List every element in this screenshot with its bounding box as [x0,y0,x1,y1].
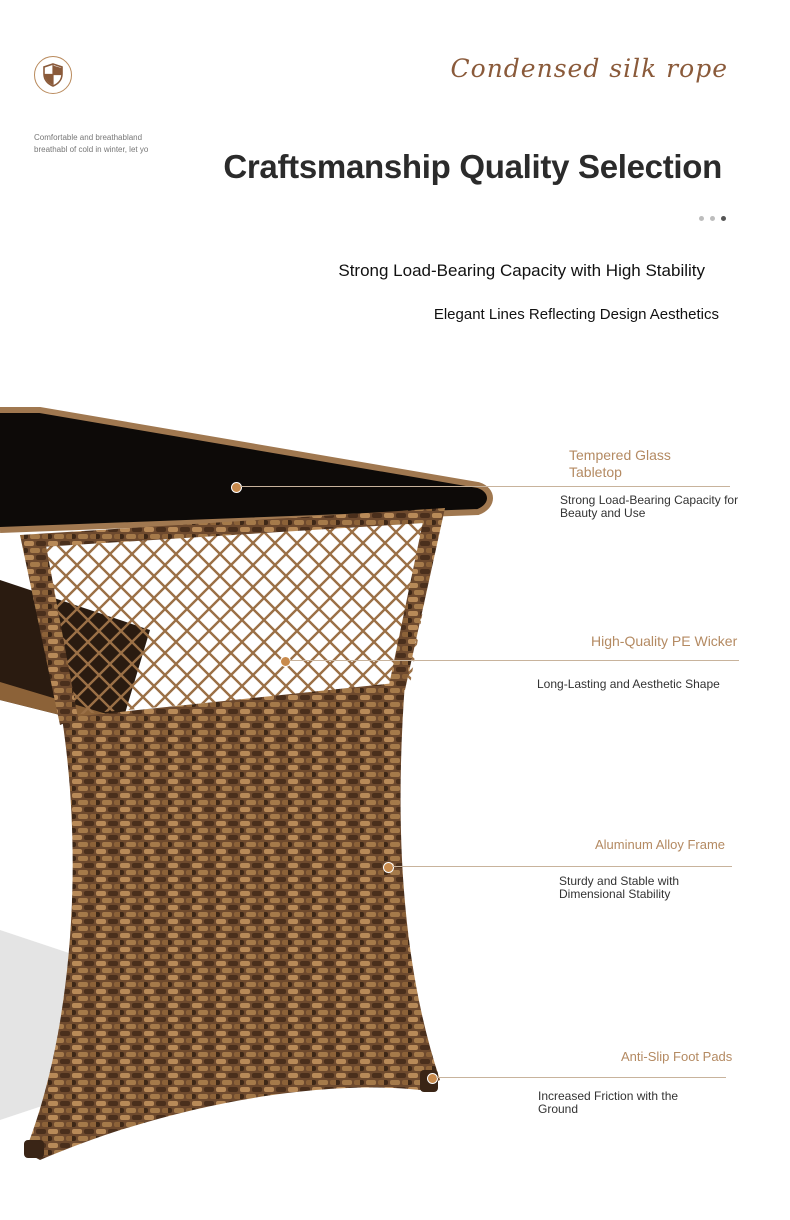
callout-line [392,866,732,867]
callout-pin [383,862,394,873]
callout-line [436,1077,726,1078]
callout-pin [427,1073,438,1084]
feature-desc: Long-Lasting and Aesthetic Shape [537,677,720,691]
feature-title: Tempered Glass Tabletop [569,447,671,480]
shield-icon [42,63,64,87]
small-note: Comfortable and breathabland breathabl of cold in winter, let yo [34,133,149,154]
callout-pin [231,482,242,493]
callout-line [289,660,739,661]
callout-pin [280,656,291,667]
wicker-table-illustration [0,400,500,1180]
subtitle-aesthetics: Elegant Lines Reflecting Design Aesthetics [433,306,719,323]
carousel-dot-active[interactable] [721,216,726,221]
feature-title: Anti-Slip Foot Pads [621,1049,733,1064]
subtitle-stability: Strong Load-Bearing Capacity with High Stability [338,261,705,280]
brand-badge [34,56,72,94]
feature-desc: Increased Friction with the Ground [538,1089,679,1116]
feature-title: High-Quality PE Wicker [591,633,738,649]
script-heading: Condensed silk rope [450,54,728,83]
callout-line [240,486,730,487]
carousel-dot[interactable] [699,216,704,221]
carousel-dots [699,216,726,221]
feature-title: Aluminum Alloy Frame [595,837,726,852]
feature-desc: Strong Load-Bearing Capacity for Beauty and Use [560,493,739,520]
page-title: Craftsmanship Quality Selection [223,148,722,185]
feature-desc: Sturdy and Stable with Dimensional Stability [559,874,680,901]
carousel-dot[interactable] [710,216,715,221]
